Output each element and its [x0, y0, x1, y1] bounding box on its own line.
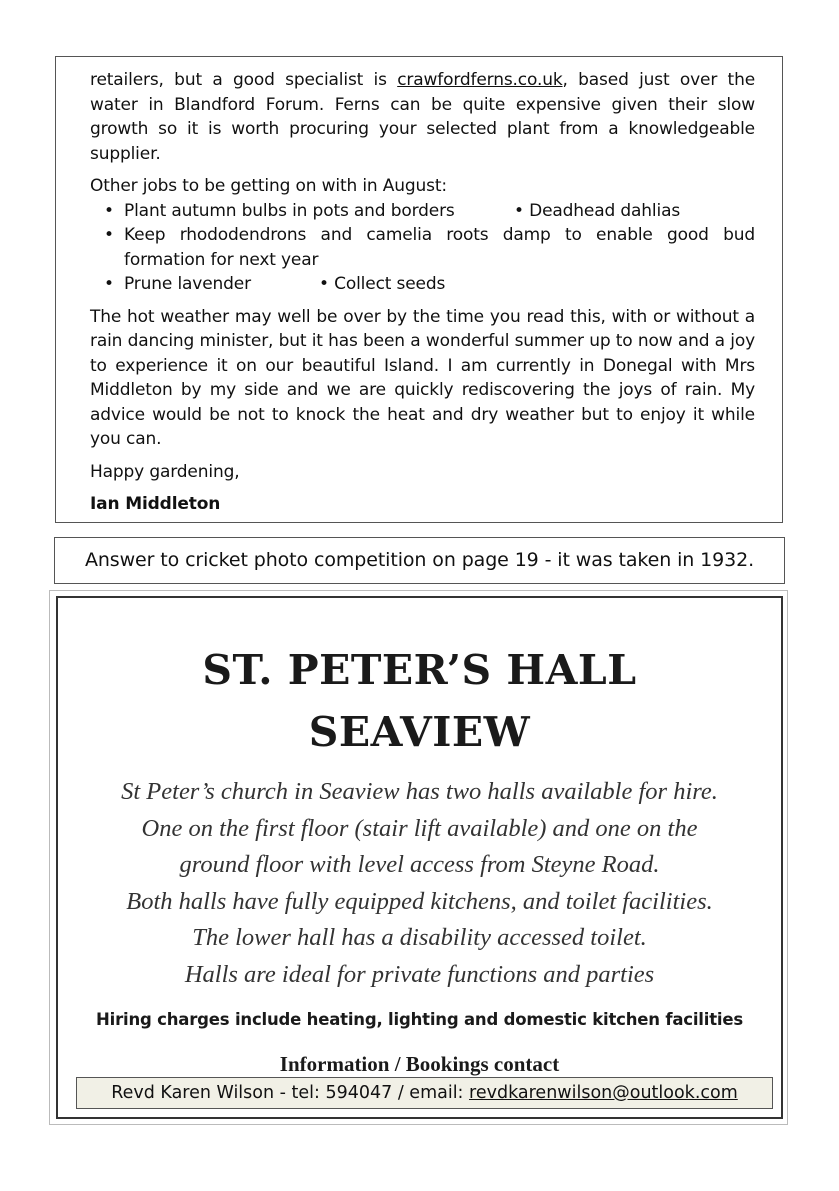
crawfordferns-link[interactable]: crawfordferns.co.uk: [397, 70, 563, 90]
signoff: Happy gardening,: [90, 461, 240, 482]
gardening-article-box: [55, 56, 783, 523]
answer-note-box: [54, 537, 785, 584]
contact-email-link[interactable]: revdkarenwilson@outlook.com: [469, 1083, 738, 1103]
advert-line: Halls are ideal for private functions and parties: [184, 960, 655, 988]
jobs-intro: Other jobs to be getting on with in August:: [90, 176, 447, 196]
hiring-charges: Hiring charges include heating, lighting and domestic kitchen facilities: [96, 1010, 743, 1029]
list-item: • Prune lavender • Collect seeds: [90, 272, 755, 297]
list-item: • Keep rhododendrons and camelia roots damp to enable good bud formation for next year: [104, 225, 755, 270]
advert-title-line1: ST. PETER’S HALL: [202, 646, 637, 694]
author-name: Ian Middleton: [90, 494, 221, 514]
contact-box: [76, 1077, 773, 1109]
advert-line: The lower hall has a disability accessed toilet.: [192, 924, 647, 951]
advert-line: St Peter’s church in Seaview has two halls available for hire.: [121, 778, 718, 805]
advert-line: ground floor with level access from Steyne Road.: [179, 851, 660, 878]
hall-advert: [49, 590, 788, 1125]
answer-note: Answer to cricket photo competition on page 19 - it was taken in 1932.: [84, 549, 755, 571]
info-heading: Information / Bookings contact: [279, 1052, 560, 1076]
list-item-second-column: • Collect seeds: [319, 274, 446, 294]
advert-title-line2: SEAVIEW: [308, 708, 531, 756]
list-item-second-column: • Deadhead dahlias: [514, 200, 681, 221]
jobs-list: [90, 199, 755, 297]
gardening-article: [90, 68, 755, 517]
contact-details: Revd Karen Wilson - tel: 594047 / email:: [111, 1083, 470, 1103]
article-paragraph-weather: The hot weather may well be over by the time you read this, with or without a rain dancing minister, but it has been a wonderful summer up to now and a joy to experience it on our beautiful Island. I am currently in Donegal with Mrs Middleton by my side and we are quickly rediscovering the joys of rain. My advice would be not to knock the heat and dry weather but to enjoy it while you can.: [90, 306, 755, 449]
article-paragraph-ferns: retailers, but a good specialist is crawfordferns.co.uk, based just over the water in Blandford Forum. Ferns can be quite expensive given their slow growth so it is worth procuring your selected plant from a knowledgeable supplier.: [90, 70, 756, 164]
bullet-icon: •: [104, 200, 114, 221]
advert-line: One on the first floor (stair lift available) and one on the: [141, 814, 698, 842]
hall-advert-frame: [56, 596, 783, 1119]
advert-description: [58, 774, 781, 993]
bullet-icon: •: [104, 225, 114, 245]
advert-line: Both halls have fully equipped kitchens, and toilet facilities.: [126, 887, 713, 915]
bullet-icon: •: [104, 274, 114, 294]
list-item: • Plant autumn bulbs in pots and borders • Deadhead dahlias: [90, 199, 755, 224]
